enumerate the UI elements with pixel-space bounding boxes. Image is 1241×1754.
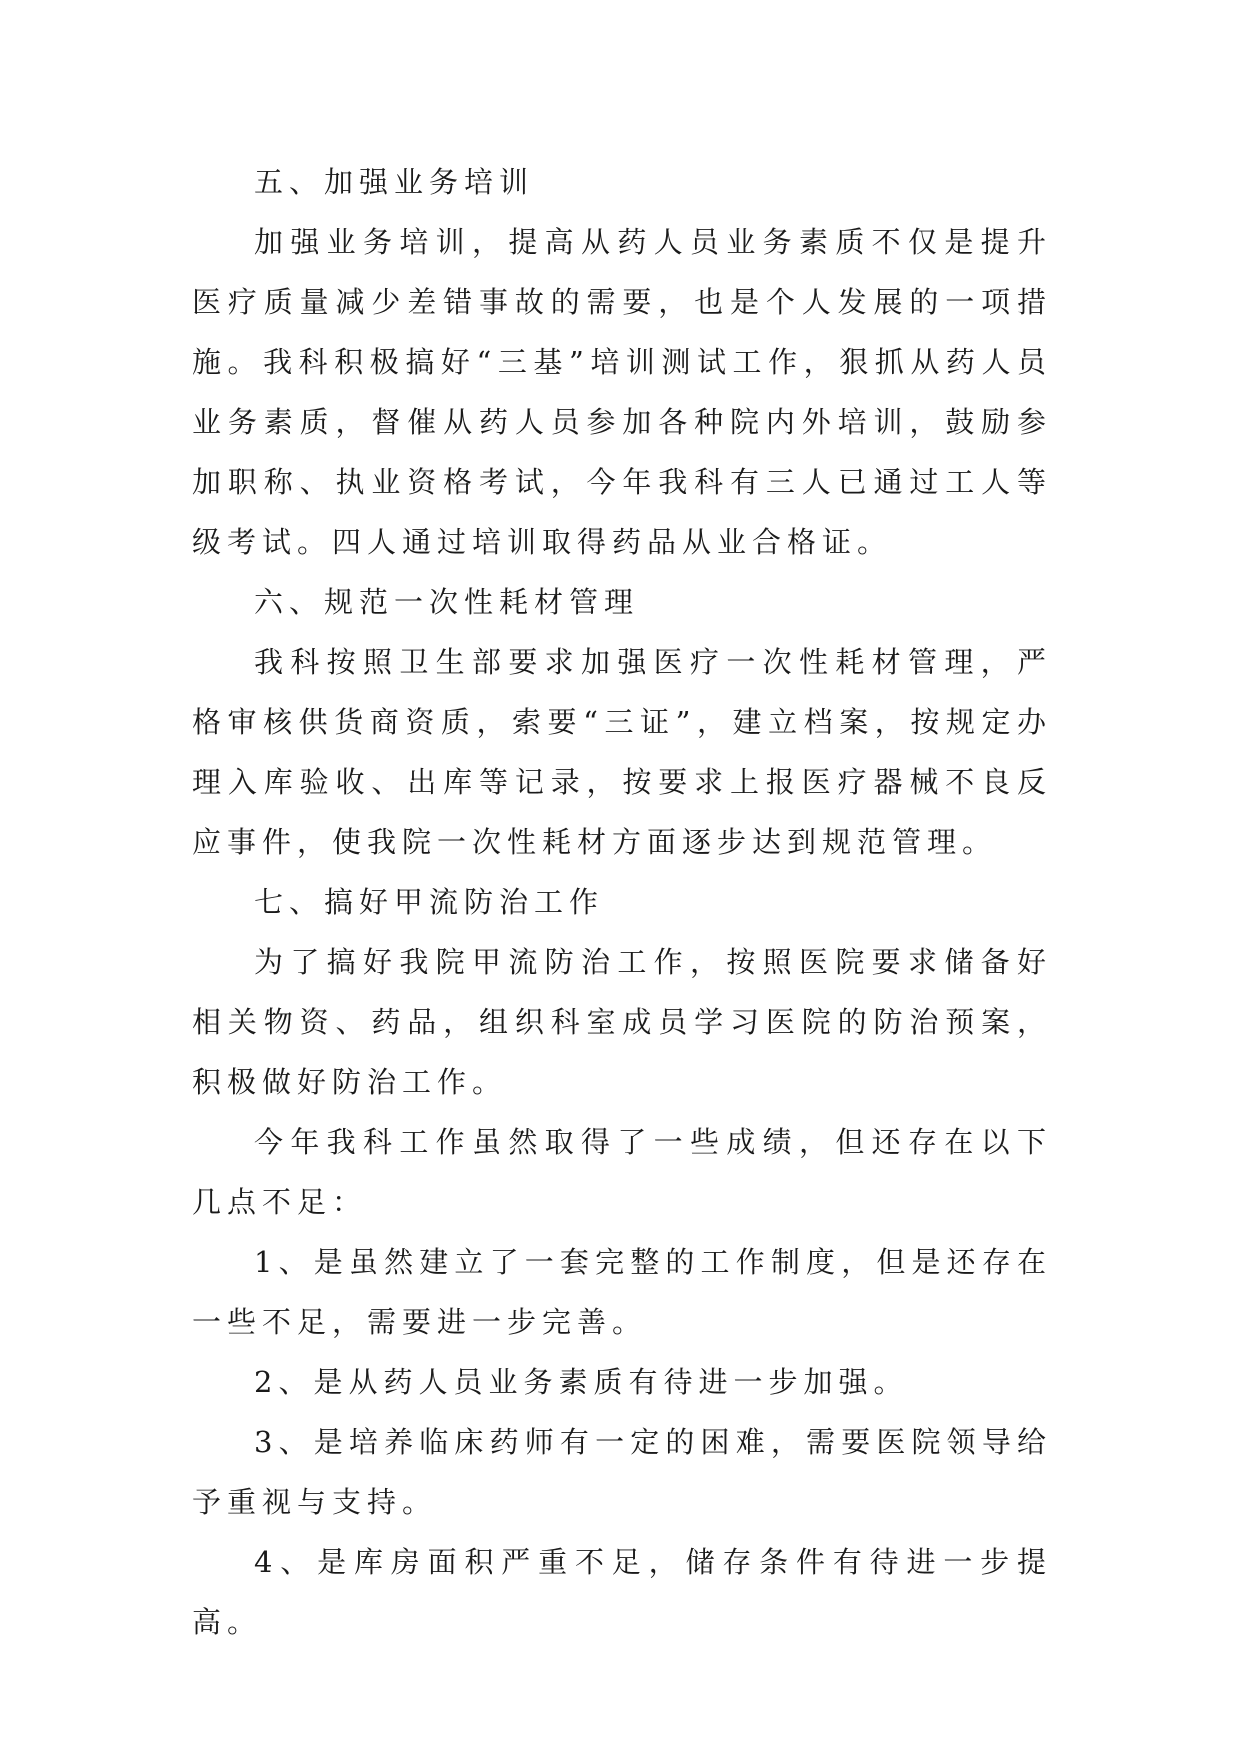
document-body (192, 152, 1052, 1652)
paragraph-consumables: 我科按照卫生部要求加强医疗一次性耗材管理，严格审核供货商资质，索要“三证”，建立档案，按规定办理入库验收、出库等记录，按要求上报医疗器械不良反应事件，使我院一次性耗材方面逐步达到规范管理。 (192, 645, 1052, 859)
paragraph-shortcomings-intro: 今年我科工作虽然取得了一些成绩，但还存在以下几点不足： (192, 1125, 1052, 1219)
list-item-shortcoming-1: 1、是虽然建立了一套完整的工作制度，但是还存在一些不足，需要进一步完善。 (192, 1245, 1052, 1339)
section-heading-flu-prevention: 七、搞好甲流防治工作 (254, 885, 605, 919)
section-heading-consumables: 六、规范一次性耗材管理 (254, 585, 640, 619)
paragraph-training: 加强业务培训，提高从药人员业务素质不仅是提升医疗质量减少差错事故的需要，也是个人发展的一项措施。我科积极搞好“三基”培训测试工作，狠抓从药人员业务素质，督催从药人员参加各种院内外培训，鼓励参加职称、执业资格考试，今年我科有三人已通过工人等级考试。四人通过培训取得药品从业合格证。 (192, 225, 1052, 559)
paragraph-flu-prevention: 为了搞好我院甲流防治工作，按照医院要求储备好相关物资、药品，组织科室成员学习医院的防治预案，积极做好防治工作。 (192, 945, 1052, 1099)
list-item-shortcoming-3: 3、是培养临床药师有一定的困难，需要医院领导给予重视与支持。 (192, 1425, 1052, 1519)
list-item-shortcoming-2: 2、是从药人员业务素质有待进一步加强。 (254, 1365, 909, 1399)
list-item-shortcoming-4: 4、是库房面积严重不足，储存条件有待进一步提高。 (192, 1545, 1052, 1639)
section-heading-training: 五、加强业务培训 (254, 165, 535, 199)
